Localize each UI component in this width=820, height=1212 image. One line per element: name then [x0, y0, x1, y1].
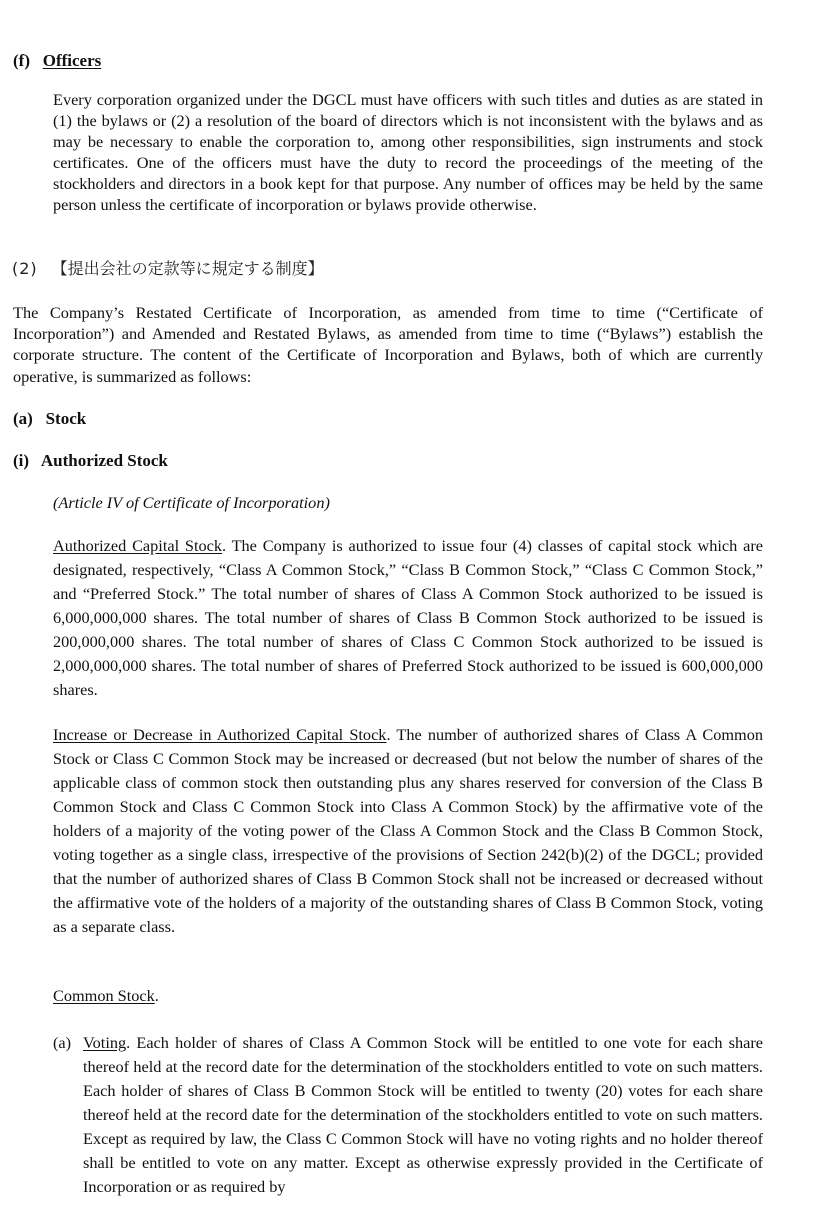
stock-marker: (a) [13, 409, 33, 428]
authorized-capital-paragraph [53, 534, 763, 702]
common-stock-heading [53, 985, 159, 1007]
officers-paragraph: Every corporation organized under the DGCL must have officers with such titles and duties as are stated in (1) the bylaws or (2) a resolution of the board of directors which is not inconsistent with the bylaws and as may be necessary to enable the corporation to, among other responsibilities, sign instruments and stock certificates. One of the officers must have the duty to record the proceedings of the meeting of the stockholders and directors in a book kept for that purpose. Any number of offices may be held by the same person unless the certificate of incorporation or bylaws provide otherwise. [53, 90, 763, 214]
voting-title: Voting [83, 1033, 127, 1052]
authorized-stock-heading [13, 451, 168, 471]
common-stock-suffix: . [154, 986, 159, 1005]
section2-heading [12, 258, 512, 280]
increase-decrease-paragraph [53, 723, 763, 939]
article-reference: (Article IV of Certificate of Incorporation) [53, 493, 330, 512]
voting-body: . Each holder of shares of Class A Common Stock will be entitled to one vote for each share thereof held at the record date for the determination of the stockholders entitled to vote on such matters. Each holder of shares of Class B Common Stock will be entitled to twenty (20) votes for each share thereof held at the record date for the determination of the stockholders entitled to vote on such matters. Except as required by law, the Class C Common Stock will have no voting rights and no holder thereof shall be entitled to vote on any matter. Except as otherwise expressly provided in the Certificate of Incorporation or as required by [83, 1033, 763, 1196]
officers-marker: (f) [13, 51, 30, 70]
authorized-capital-body: . The Company is authorized to issue four (4) classes of capital stock which are designated, respectively, “Class A Common Stock,” “Class B Common Stock,” “Class C Common Stock,” and “Preferred Stock.” The total number of shares of Class A Common Stock authorized to be issued is 6,000,000,000 shares. The total number of shares of Class B Common Stock authorized to be issued is 200,000,000 shares. The total number of shares of Class C Common Stock authorized to be issued is 2,000,000,000 shares. The total number of shares of Preferred Stock authorized to be issued is 600,000,000 shares. [53, 536, 763, 699]
increase-decrease-title: Increase or Decrease in Authorized Capital Stock [53, 725, 387, 744]
section2-title: 【提出会社の定款等に規定する制度】 [51, 259, 324, 278]
stock-heading [13, 409, 86, 429]
officers-heading [13, 51, 101, 71]
officers-title: Officers [42, 51, 102, 70]
section2-number: (2) [12, 259, 38, 278]
authorized-stock-title: Authorized Stock [40, 451, 168, 470]
section2-intro-paragraph: The Company’s Restated Certificate of Incorporation, as amended from time to time (“Certificate of Incorporation”) and Amended and Restated Bylaws, as amended from time to time (“Bylaws”) establish the corporate structure. The content of the Certificate of Incorporation and Bylaws, both of which are currently operative, is summarized as follows: [13, 303, 763, 386]
increase-decrease-body: . The number of authorized shares of Class A Common Stock or Class C Common Stock may be increased or decreased (but not below the number of shares of the applicable class of common stock then outstanding plus any shares reserved for conversion of the Class B Common Stock and Class C Common Stock into Class A Common Stock) by the affirmative vote of the holders of a majority of the voting power of the Class A Common Stock and the Class B Common Stock, voting together as a single class, irrespective of the provisions of Section 242(b)(2) of the DGCL; provided that the number of authorized shares of Class B Common Stock shall not be increased or decreased without the affirmative vote of the holders of a majority of the outstanding shares of Class B Common Stock, voting as a separate class. [53, 725, 763, 936]
common-stock-title: Common Stock [53, 986, 155, 1005]
voting-list-item [53, 1031, 763, 1199]
authorized-capital-title: Authorized Capital Stock [53, 536, 222, 555]
authorized-stock-marker: (i) [13, 451, 30, 470]
stock-title: Stock [45, 409, 87, 428]
voting-marker: (a) [53, 1033, 72, 1052]
